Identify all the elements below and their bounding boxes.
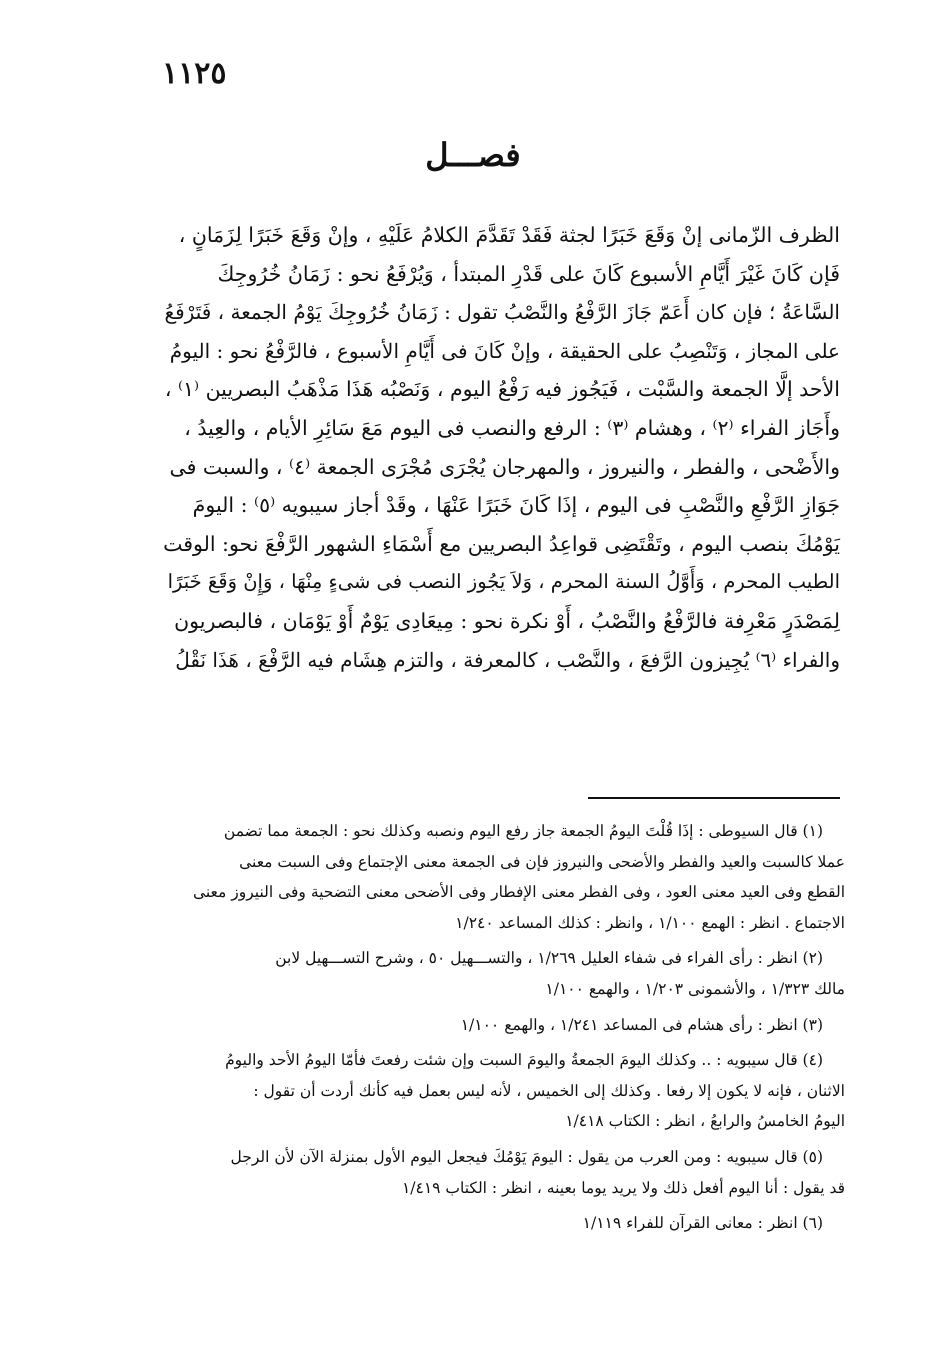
footnote-2 [160, 943, 845, 1004]
footnote-line: قد يقول : أنا اليوم أفعل ذلك ولا يريد يوما بعينه ، انظر : الكتاب ١/٤١٩ [401, 1178, 845, 1197]
text-line: الظرف الزّمانى إنْ وَقَعَ خَبَرًا لجثة فَقَدْ تَقَدَّمَ الكلامُ عَلَيْهِ ، وإنْ وَقَعَ خَبَرًا لِزَمَانٍ ، [178, 223, 840, 247]
footnote-6 [160, 1208, 845, 1239]
text-line: لِمَصْدَرٍ مَعْرِفة فالرَّفْعُ والنَّصْبُ ، أَوْ نكرة نحو : مِيعَادِى يَوْمٌ أَوْ يَوْمَان ، فالبصريون [174, 608, 840, 633]
footnote-line: اليومُ الخامسُ والرابعُ ، انظر : الكتاب ١/٤١٨ [565, 1112, 845, 1131]
section-title: فصـــل [425, 136, 521, 174]
text-line: فَإن كَانَ غَيْرَ أَيَّامِ الأسبوع كَانَ على قَدْرِ المبتدأ ، وَيُرْفَعُ نحو : زَمَانُ خُرُوجِكَ [217, 261, 840, 286]
text-line: السَّاعَةُ ؛ فإن كان أَعَمّ جَازَ الرَّفْعُ والنَّصْبُ تقول : زَمَانُ خُرُوجِكَ يَوْمُ الجمعة ، فَتَرْفَعُ [164, 300, 840, 325]
text-line: والفراء ⁽٦⁾ يُجِيزون الرَّفعَ ، والنَّصْب ، كالمعرفة ، والتزم هِشَام فيه الرَّفْعَ ، هَذَا نَقْلُ [175, 647, 840, 672]
footnote-5 [160, 1142, 845, 1203]
footnote-line: (٣) انظر : رأى هشام فى المساعد ١/٢٤١ ، والهمع ١/١٠٠ [460, 1015, 823, 1034]
text-line: وأَجَاز الفراء ⁽٢⁾ ، وهشام ⁽٣⁾ : الرفع والنصب فى اليوم مَعَ سَائِرِ الأيام ، والعِيدُ ، [184, 415, 840, 440]
footnote-1 [160, 816, 845, 938]
footnote-line: (٦) انظر : معانى القرآن للفراء ١/١١٩ [582, 1214, 823, 1233]
footnote-line: (١) قال السيوطى : إذَا قُلْتَ اليومُ الجمعة جاز رفع اليوم ونصبه وكذلك نحو : الجمعة مما تضمن [223, 822, 823, 840]
text-line: الأحد إلَّا الجمعة والسَّبْت ، فَيَجُوز فيه رَفْعُ اليوم ، وَنَصْبُه هَذَا مَذْهَبُ البصريين ⁽١⁾ ، [164, 377, 840, 402]
footnotes [160, 816, 845, 1244]
footnote-line: (٤) قال سيبويه : .. وكذلك اليومَ الجمعةُ واليومَ السبت وإن شئت رفعتَ فأمّا اليومُ الأحد واليومُ [225, 1051, 823, 1070]
main-text [160, 216, 840, 679]
page-number: ١١٢٥ [162, 56, 227, 91]
text-line: الطيب المحرم ، وَأَوَّلُ السنة المحرم ، وَلاَ يَجُوز النصب فى شىءٍ مِنْهَا ، وَإِنْ وَقَعَ خَبَرًا [167, 570, 840, 594]
text-line: على المجاز ، وَتَنْصِبُ على الحقيقة ، وإنْ كَانَ فى أَيَّامِ الأسبوع ، فالرَّفْعُ نحو : اليومُ [169, 338, 840, 363]
footnote-line: (٢) انظر : رأى الفراء فى شفاء العليل ١/٢٦٩ ، والتســـهيل ٥٠ ، وشرح التســـهيل لابن [275, 949, 823, 968]
footnote-line: عملا كالسبت والعيد والفطر والأضحى والنيروز فإن فى الجمعة معنى الإجتماع وفى السبت معنى [239, 852, 845, 871]
footnote-line: الاثنان ، فإنه لا يكون إلا رفعا . وكذلك إلى الخميس ، لأنه ليس بعمل فيه كأنك أردت أن تقول : [253, 1081, 845, 1100]
text-line: يَوْمُكَ بنصب اليوم ، وتَقْتَضِى قواعِدُ البصريين مع أَسْمَاءِ الشهور الرَّفْعَ نحو: الوقت [163, 531, 840, 556]
footnote-line: مالك ١/٣٢٣ ، والأشمونى ١/٢٠٣ ، والهمع ١/١٠٠ [545, 979, 845, 998]
footnote-line: الاجتماع . انظر : الهمع ١/١٠٠ ، وانظر : كذلك المساعد ١/٢٤٠ [455, 913, 845, 932]
footnote-line: القطع وفى العيد معنى العود ، وفى الفطر معنى الإفطار وفى الأضحى معنى التضحية وفى النيروز معنى [192, 883, 845, 902]
footnote-3 [160, 1010, 845, 1041]
footnote-divider [588, 797, 840, 799]
text-line: والأَضْحى ، والفطر ، والنيروز ، والمهرجان يُجْرَى مُجْرَى الجمعة ⁽٤⁾ ، والسبت فى [169, 454, 840, 479]
text-line: جَوَازِ الرَّفْعِ والنَّصْبِ فى اليوم ، إذَا كَانَ خَبَرًا عَنْهَا ، وقَدْ أجاز سيبويه ⁽٥⁾ : اليومَ [192, 493, 840, 518]
footnote-4 [160, 1045, 845, 1137]
footnote-line: (٥) قال سيبويه : ومن العرب من يقول : اليومَ يَوْمُكَ فيجعل اليوم الأول بمنزلة الآن لأن الرجل [230, 1147, 823, 1166]
